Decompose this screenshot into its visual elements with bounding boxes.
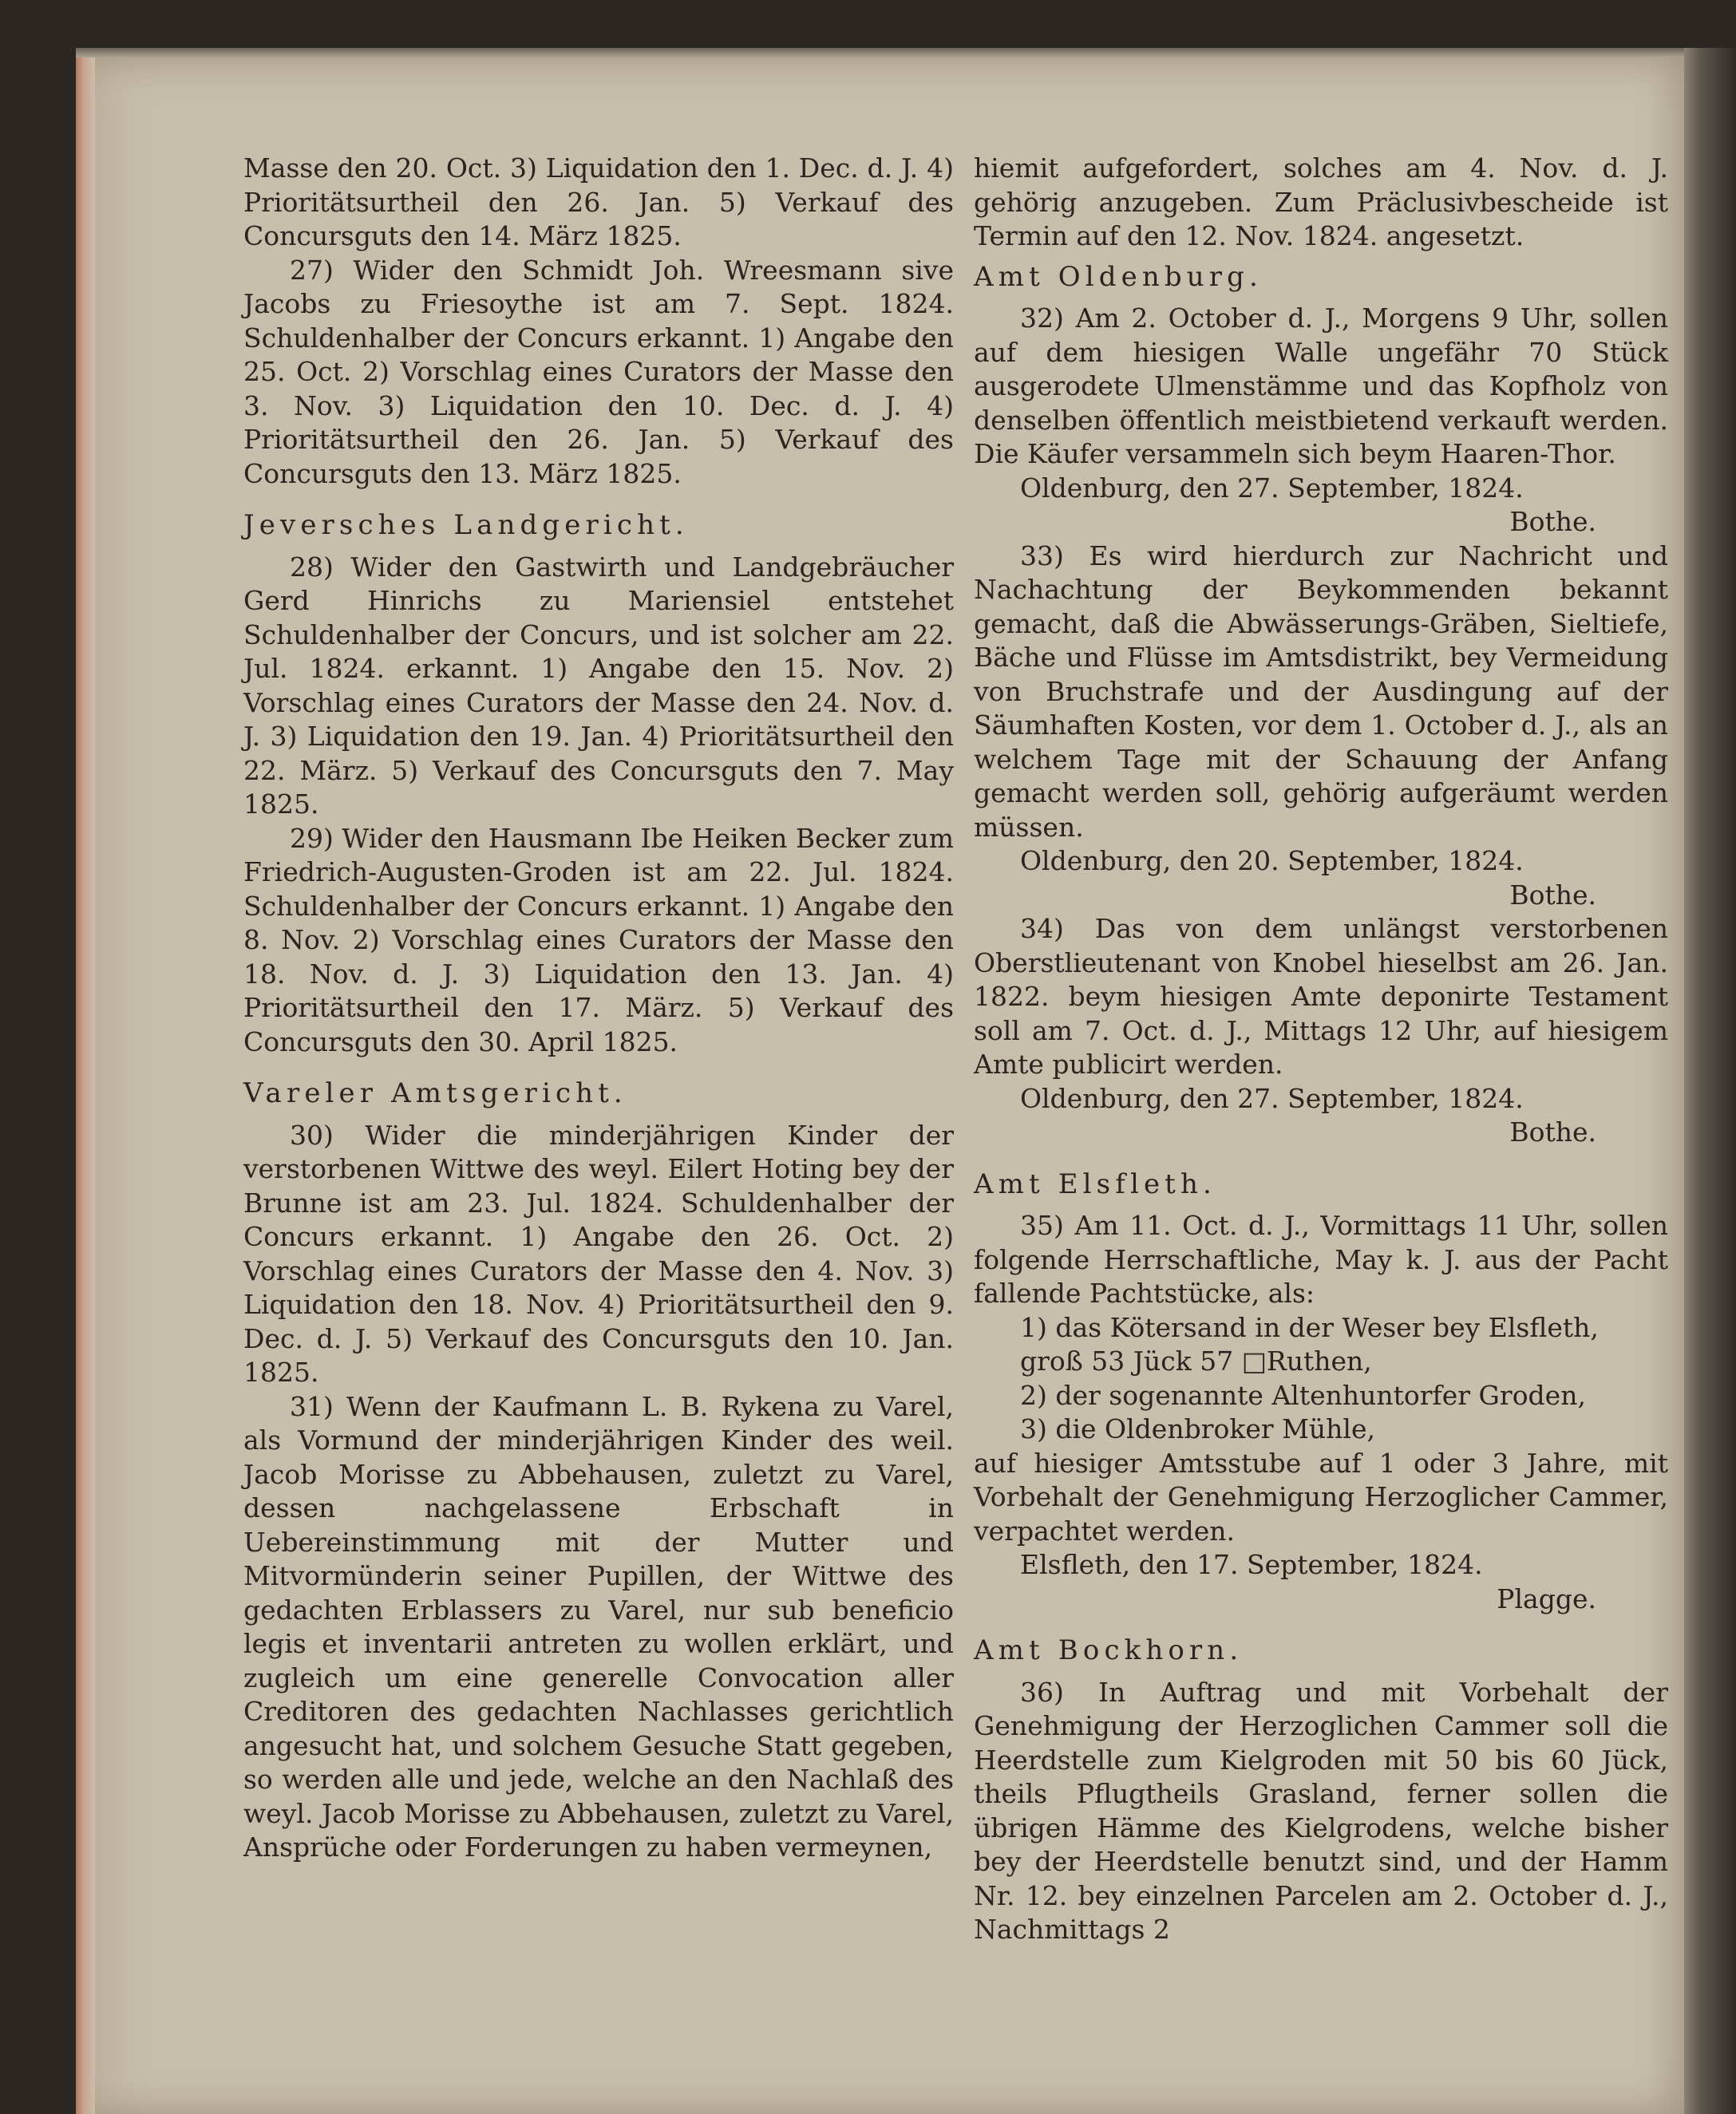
- notice-28: 28) Wider den Gastwirth und Landgebräucher Gerd Hinrichs zu Mariensiel entstehet Schuldenhalber der Concurs, und ist solcher am 22. Jul. 1824. erkannt. 1) Angabe den 15. Nov. 2) Vorschlag eines Curators der Masse den 24. Nov. d. J. 3) Liquidation den 19. Jan. 4) Prioritätsurtheil den 22. März. 5) Verkauf des Concursguts den 7. May 1825.: [243, 551, 954, 820]
- page-spine-shadow: [76, 57, 95, 2114]
- notice-31: 31) Wenn der Kaufmann L. B. Rykena zu Varel, als Vormund der minderjährigen Kinder des weil. Jacob Morisse zu Abbehausen, zuletzt zu Varel, dessen nachgelassene Erbschaft in Uebereinstimmung mit der Mutter und Mitvormünderin seiner Pupillen, der Wittwe des gedachten Erblassers zu Varel, nur sub beneficio legis et inventarii antreten zu wollen erklärt, und zugleich um eine generelle Convocation aller Creditoren des gedachten Nachlasses gerichtlich angesucht hat, und solchem Gesuche Statt gegeben, so werden alle und jede, welche an den Nachlaß des weyl. Jacob Morisse zu Abbehausen, zuletzt zu Varel, Ansprüche oder Forderungen zu haben vermeynen,: [243, 1390, 954, 1863]
- left-column: [243, 152, 954, 1865]
- right-column: [974, 152, 1668, 1947]
- heading-amt-elsfleth: Amt Elsfleth.: [974, 1168, 1216, 1200]
- notice-32-place-date: Oldenburg, den 27. September, 1824.: [1020, 472, 1524, 504]
- notice-34: 34) Das von dem unlängst verstorbenen Oberstlieutenant von Knobel hieselbst am 26. Jan. 1822. beym hiesigen Amte deponirte Testament soll am 7. Oct. d. J., Mittags 12 Uhr, auf hiesigem Amte publicirt werden.: [974, 913, 1668, 1080]
- notice-33: 33) Es wird hierdurch zur Nachricht und Nachachtung der Beykommenden bekannt gemacht, daß die Abwässerungs-Gräben, Sieltiefe, Bäche und Flüsse im Amtsdistrikt, bey Vermeidung von Bruchstrafe und der Ausdingung auf der Säumhaften Kosten, vor dem 1. October d. J., als an welchem Tage mit der Schauung der Anfang gemacht werden soll, gehörig aufgeräumt werden müssen.: [974, 539, 1668, 843]
- notice-27: 27) Wider den Schmidt Joh. Wreesmann sive Jacobs zu Friesoythe ist am 7. Sept. 1824. Schuldenhalber der Concurs erkannt. 1) Angabe den 25. Oct. 2) Vorschlag eines Curators der Masse den 3. Nov. 3) Liquidation den 10. Dec. d. J. 4) Prioritätsurtheil den 26. Jan. 5) Verkauf des Concursguts den 13. März 1825.: [243, 254, 954, 489]
- notice-35-item-1-size: groß 53 Jück 57 □Ruthen,: [1020, 1345, 1372, 1377]
- notice-35-item-1: 1) das Kötersand in der Weser bey Elsfleth,: [1020, 1311, 1599, 1343]
- notice-32-signature: Bothe.: [1509, 506, 1596, 537]
- notice-30: 30) Wider die minderjährigen Kinder der verstorbenen Wittwe des weyl. Eilert Hoting bey der Brunne ist am 23. Jul. 1824. Schuldenhalber der Concurs erkannt. 1) Angabe den 26. Oct. 2) Vorschlag eines Curators der Masse den 4. Nov. 3) Liquidation den 18. Nov. 4) Prioritätsurtheil den 9. Dec. d. J. 5) Verkauf des Concursguts den 10. Jan. 1825.: [243, 1119, 954, 1388]
- notice-35-place-date: Elsfleth, den 17. September, 1824.: [1020, 1549, 1483, 1580]
- heading-vareler-amtsgericht: Vareler Amtsgericht.: [243, 1077, 627, 1109]
- notice-29: 29) Wider den Hausmann Ibe Heiken Becker zum Friedrich-Augusten-Groden ist am 22. Jul. 1824. Schuldenhalber der Concurs erkannt. 1) Angabe den 8. Nov. 2) Vorschlag eines Curators der Masse den 18. Nov. d. J. 3) Liquidation den 13. Jan. 4) Prioritätsurtheil den 17. März. 5) Verkauf des Concursguts den 30. April 1825.: [243, 822, 954, 1057]
- page-right-edge: [1684, 48, 1736, 2114]
- notice-33-signature: Bothe.: [1509, 879, 1596, 911]
- notice-32: 32) Am 2. October d. J., Morgens 9 Uhr, sollen auf dem hiesigen Walle ungefähr 70 Stück ausgerodete Ulmenstämme und das Kopfholz von denselben öffentlich meistbietend verkauft werden. Die Käufer versammeln sich beym Haaren-Thor.: [974, 302, 1668, 469]
- notice-33-place-date: Oldenburg, den 20. September, 1824.: [1020, 845, 1524, 876]
- notice-36: 36) In Auftrag und mit Vorbehalt der Genehmigung der Herzoglichen Cammer soll die Heerdstelle zum Kielgroden mit 50 bis 60 Jück, theils Pflugtheils Grasland, ferner sollen die übrigen Hämme des Kielgrodens, welche bisher bey der Heerdstelle benutzt sind, und der Hamm Nr. 12. bey einzelnen Parcelen am 2. October d. J., Nachmittags 2: [974, 1676, 1668, 1945]
- notice-31-continuation: hiemit aufgefordert, solches am 4. Nov. d. J. gehörig anzugeben. Zum Präclusivbescheide ist Termin auf den 12. Nov. 1824. angesetzt.: [974, 152, 1668, 251]
- notice-34-signature: Bothe.: [1509, 1116, 1596, 1148]
- notice-35: 35) Am 11. Oct. d. J., Vormittags 11 Uhr, sollen folgende Herrschaftliche, May k. J. aus der Pacht fallende Pachtstücke, als:: [974, 1210, 1668, 1309]
- notice-35-item-3: 3) die Oldenbroker Mühle,: [1020, 1413, 1376, 1444]
- notice-35-signature: Plagge.: [1497, 1583, 1596, 1614]
- notice-26-continuation: Masse den 20. Oct. 3) Liquidation den 1. Dec. d. J. 4) Prioritätsurtheil den 26. Jan. 5) Verkauf des Concursguts den 14. März 1825.: [243, 152, 954, 251]
- notice-35-conclusion: auf hiesiger Amtsstube auf 1 oder 3 Jahre, mit Vorbehalt der Genehmigung Herzoglicher Cammer, verpachtet werden.: [974, 1447, 1668, 1547]
- heading-amt-oldenburg: Amt Oldenburg.: [974, 260, 1263, 293]
- notice-35-item-2: 2) der sogenannte Altenhuntorfer Groden,: [1020, 1379, 1586, 1411]
- notice-34-place-date: Oldenburg, den 27. September, 1824.: [1020, 1082, 1524, 1114]
- heading-amt-bockhorn: Amt Bockhorn.: [974, 1634, 1244, 1666]
- heading-jeversches-landgericht: Jeversches Landgericht.: [243, 509, 689, 541]
